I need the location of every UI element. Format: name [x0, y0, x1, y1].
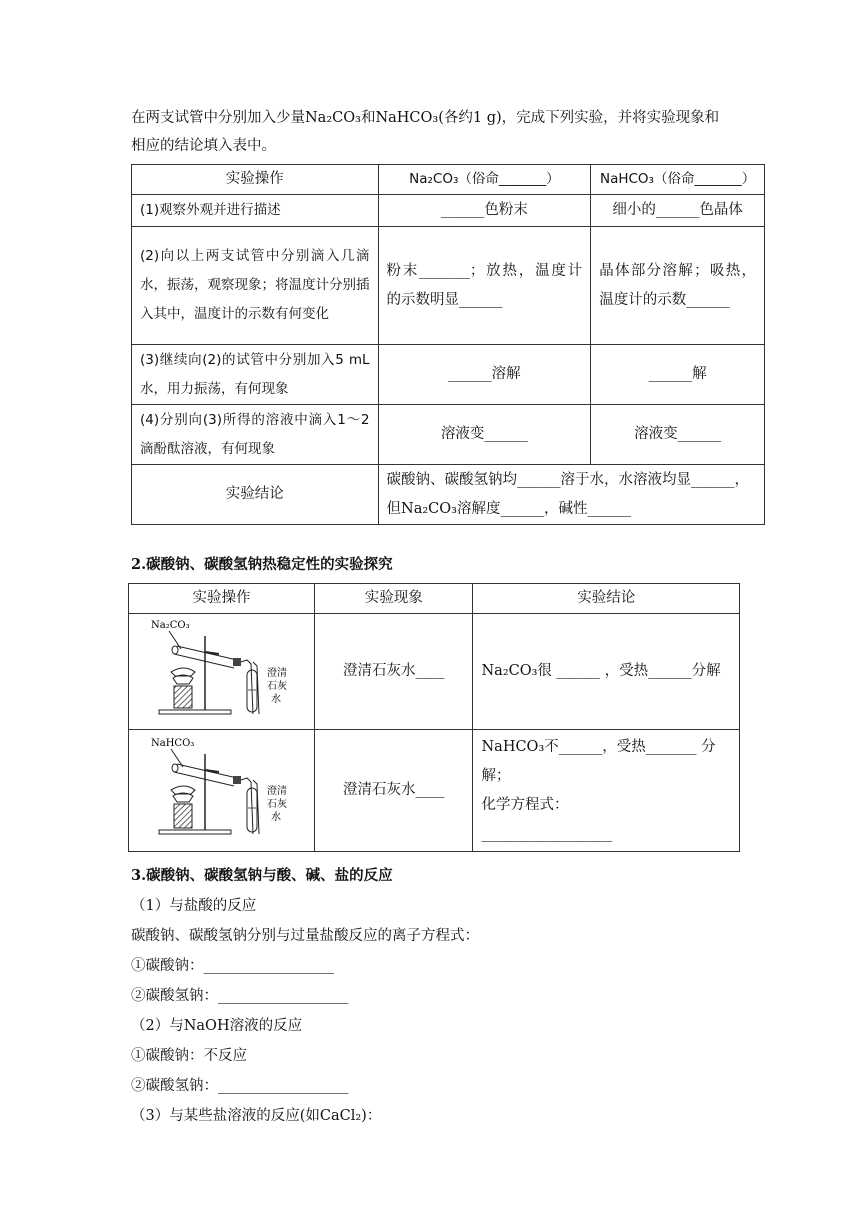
table-row: [129, 730, 740, 852]
item-sodium-bicarbonate: ②碳酸氢钠：__________________: [131, 988, 349, 1004]
table-row: [132, 405, 765, 465]
row3-nahco3: ______解: [591, 345, 765, 405]
table-row: [129, 614, 740, 730]
header-nahco3: NaHCO₃（俗命_______）: [591, 165, 765, 195]
row2-conclusion-line-1: NaHCO₃不______，受热_______ 分: [481, 738, 716, 755]
row1-na2co3: ______色粉末: [378, 195, 591, 227]
intro-line-1: 在两支试管中分别加入少量Na₂CO₃和NaHCO₃(各约1 g)，完成下列实验，并将实验现象和: [131, 110, 720, 126]
row1-conclusion: Na₂CO₃很 ______ ，受热______分解: [473, 614, 740, 730]
apparatus-cell-1: [129, 614, 315, 730]
table-row: [132, 227, 765, 345]
apparatus-reagent-label: Na₂CO₃: [151, 620, 190, 631]
item-sodium-carbonate-naoh: ①碳酸钠：不反应: [131, 1048, 247, 1064]
row2-conclusion-line-3: 化学方程式：: [481, 796, 569, 813]
limewater-label-1: 澄清石灰水: [267, 668, 287, 705]
intro-paragraph: [131, 104, 771, 160]
stability-table: [128, 583, 740, 852]
row2-conclusion-line-4: __________________: [481, 825, 612, 842]
row2-na2co3: 粉末_______；放热，温度计的示数明显______: [378, 227, 591, 345]
row2-conclusion-line-2: 解；: [481, 767, 511, 784]
t2-header-conclusion: 实验结论: [473, 584, 740, 614]
row4-nahco3: 溶液变______: [591, 405, 765, 465]
apparatus-reagent-label: NaHCO₃: [151, 738, 195, 749]
row3-na2co3: ______溶解: [378, 345, 591, 405]
apparatus-cell-2: [129, 730, 315, 852]
row2-phenomenon: 澄清石灰水____: [314, 730, 473, 852]
row1-nahco3: 细小的______色晶体: [591, 195, 765, 227]
t2-header-operation: 实验操作: [129, 584, 315, 614]
row3-operation: (3)继续向(2)的试管中分别加入5 mL水，用力振荡，有何现象: [132, 345, 379, 405]
table-header-row: [132, 165, 765, 195]
section-3-title: 3.碳酸钠、碳酸氢钠与酸、碱、盐的反应: [131, 867, 393, 884]
row1-operation: (1)观察外观并进行描述: [132, 195, 379, 227]
intro-line-2: 相应的结论填入表中。: [131, 138, 276, 154]
row4-na2co3: 溶液变______: [378, 405, 591, 465]
limewater-label-2: 澄清石灰水: [267, 786, 287, 823]
row2-operation: (2)向以上两支试管中分别滴入几滴水，振荡，观察现象；将温度计分别插入其中，温度计的示数有何变化: [132, 227, 379, 345]
sub-heading-hcl: （1）与盐酸的反应: [131, 898, 257, 914]
conclusion-row: [132, 465, 765, 525]
row2-nahco3: 晶体部分溶解；吸热，温度计的示数______: [591, 227, 765, 345]
conclusion-label: 实验结论: [132, 465, 379, 525]
section-2-title: 2.碳酸钠、碳酸氢钠热稳定性的实验探究: [131, 556, 393, 573]
row4-operation: (4)分别向(3)所得的溶液中滴入1～2滴酚酞溶液，有何现象: [132, 405, 379, 465]
sub-heading-salt: （3）与某些盐溶液的反应(如CaCl₂)：: [131, 1108, 382, 1124]
table-row: [132, 345, 765, 405]
row2-conclusion: [473, 730, 740, 852]
table-header-row: [129, 584, 740, 614]
row1-phenomenon: 澄清石灰水____: [314, 614, 473, 730]
conclusion-line-2: 但Na₂CO₃溶解度______，碱性______: [386, 500, 631, 517]
description-line: 碳酸钠、碳酸氢钠分别与过量盐酸反应的离子方程式：: [131, 928, 479, 944]
comparison-table: [131, 164, 765, 525]
sub-heading-naoh: （2）与NaOH溶液的反应: [131, 1018, 303, 1034]
item-sodium-carbonate: ①碳酸钠：__________________: [131, 958, 334, 974]
header-na2co3: Na₂CO₃（俗命_______）: [378, 165, 591, 195]
table-row: [132, 195, 765, 227]
heating-apparatus-diagram: [129, 730, 309, 840]
heating-apparatus-diagram: [129, 614, 309, 718]
conclusion-line-1: 碳酸钠、碳酸氢钠均______溶于水，水溶液均显______，: [386, 471, 750, 488]
header-operation: 实验操作: [132, 165, 379, 195]
t2-header-phenomenon: 实验现象: [314, 584, 473, 614]
conclusion-cell: [378, 465, 764, 525]
item-sodium-bicarbonate-naoh: ②碳酸氢钠：__________________: [131, 1078, 349, 1094]
